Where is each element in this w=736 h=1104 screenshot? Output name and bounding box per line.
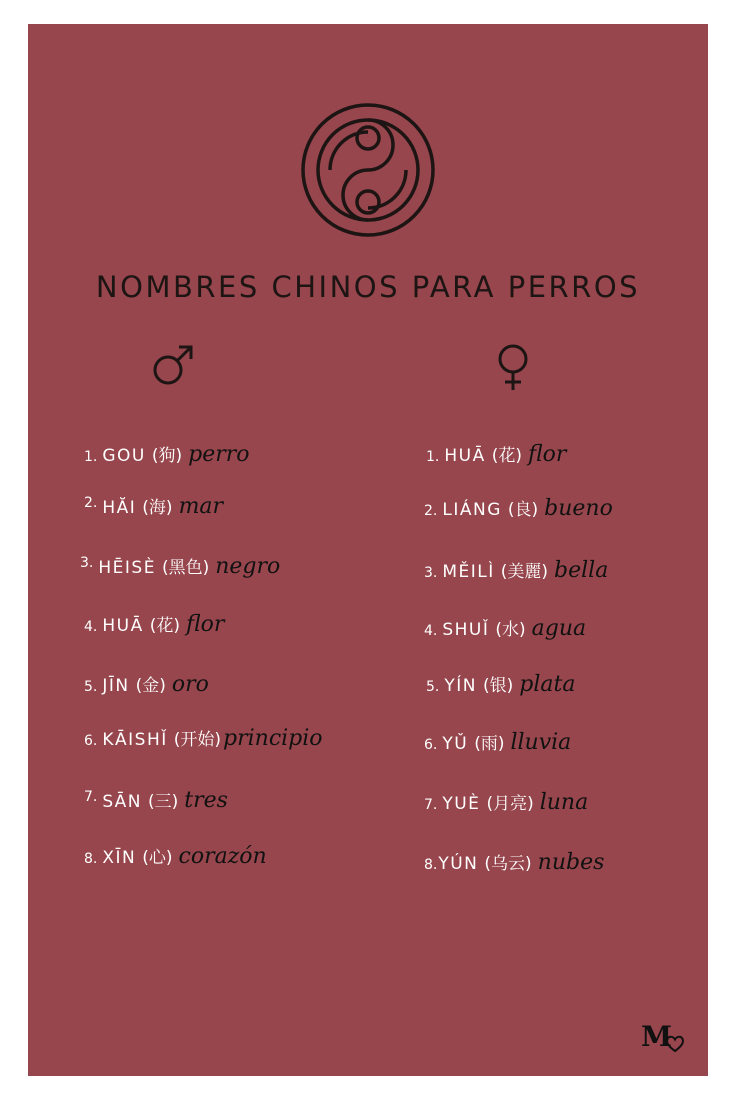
entry-hanzi: (雨) <box>474 734 505 754</box>
entry-romaji: XĪN <box>102 848 137 868</box>
male-name-4 <box>84 614 224 636</box>
entry-romaji: MĚILÌ <box>442 562 495 582</box>
entry-number: 7. <box>84 789 98 805</box>
entry-hanzi: (水) <box>495 620 526 640</box>
female-symbol-icon <box>496 344 530 392</box>
male-name-6 <box>84 728 323 750</box>
entry-number: 4. <box>84 619 98 635</box>
entry-romaji: HĒISÈ <box>98 558 156 578</box>
entry-number: 2. <box>84 495 98 511</box>
entry-romaji: YǓ <box>442 734 469 754</box>
entry-spanish: principio <box>223 726 323 751</box>
entry-hanzi: (美麗) <box>500 562 549 582</box>
entry-hanzi: (黑色) <box>161 558 210 578</box>
female-name-8 <box>424 852 604 874</box>
male-name-3 <box>80 556 280 578</box>
entry-number: 4. <box>424 623 438 639</box>
female-name-7 <box>424 792 588 814</box>
entry-spanish: flor <box>527 442 567 467</box>
entry-number: 3. <box>424 565 438 581</box>
entry-romaji: LIÁNG <box>442 500 502 520</box>
entry-hanzi: (三) <box>148 792 179 812</box>
entry-number: 8. <box>424 857 438 873</box>
entry-spanish: perro <box>188 442 250 467</box>
entry-hanzi: (银) <box>482 676 514 696</box>
entry-hanzi: (花) <box>491 446 522 466</box>
entry-hanzi: (金) <box>135 676 166 696</box>
entry-hanzi: (花) <box>149 616 180 636</box>
entry-romaji: SĀN <box>102 792 142 812</box>
entry-spanish: tres <box>184 788 228 813</box>
entry-number: 5. <box>84 679 98 695</box>
entry-number: 1. <box>84 449 98 465</box>
entry-romaji: HUĀ <box>102 616 144 636</box>
entry-number: 6. <box>84 733 98 749</box>
yin-yang-icon <box>300 102 436 238</box>
entry-romaji: YUÈ <box>442 794 481 814</box>
entry-number: 6. <box>424 737 438 753</box>
entry-spanish: agua <box>531 616 587 641</box>
male-name-1 <box>84 444 250 466</box>
entry-spanish: flor <box>185 612 225 637</box>
female-name-5 <box>426 674 575 696</box>
entry-romaji: HĂI <box>102 498 137 518</box>
entry-hanzi: (乌云) <box>484 854 532 874</box>
male-name-5 <box>84 674 209 696</box>
male-name-7 <box>84 790 228 812</box>
female-name-1 <box>426 444 566 466</box>
entry-number: 2. <box>424 503 438 519</box>
entry-romaji: YÚN <box>438 854 479 874</box>
entry-spanish: negro <box>215 554 281 579</box>
female-name-4 <box>424 618 586 640</box>
entry-hanzi: (海) <box>142 498 173 518</box>
entry-number: 7. <box>424 797 438 813</box>
entry-number: 3. <box>80 555 94 571</box>
entry-spanish: oro <box>171 672 209 697</box>
male-name-8 <box>84 846 267 868</box>
entry-spanish: bueno <box>544 496 613 521</box>
entry-spanish: plata <box>519 672 576 697</box>
entry-hanzi: (狗) <box>151 446 183 466</box>
logo-monogram: M <box>641 1020 672 1053</box>
entry-romaji: SHUǏ <box>442 620 490 640</box>
entry-spanish: mar <box>178 494 224 519</box>
female-name-6 <box>424 732 571 754</box>
entry-romaji: HUĀ <box>444 446 486 466</box>
entry-spanish: lluvia <box>510 730 572 755</box>
entry-spanish: nubes <box>537 850 605 875</box>
entry-spanish: luna <box>539 790 589 815</box>
page-title: NOMBRES CHINOS PARA PERROS <box>95 270 641 304</box>
male-name-2 <box>84 496 223 518</box>
heart-icon <box>664 1032 686 1054</box>
entry-number: 8. <box>84 851 98 867</box>
entry-romaji: YÍN <box>444 676 477 696</box>
entry-romaji: GOU <box>102 446 146 466</box>
entry-spanish: corazón <box>178 844 267 869</box>
entry-romaji: KĀISHǏ <box>102 730 168 750</box>
entry-hanzi: (开始) <box>173 730 222 750</box>
entry-hanzi: (心) <box>142 848 173 868</box>
entry-number: 1. <box>426 449 440 465</box>
entry-number: 5. <box>426 679 440 695</box>
entry-hanzi: (月亮) <box>486 794 534 814</box>
entry-romaji: JĪN <box>102 676 130 696</box>
male-symbol-icon <box>152 344 194 386</box>
female-name-2 <box>424 498 613 520</box>
female-name-3 <box>424 560 608 582</box>
entry-spanish: bella <box>554 558 609 583</box>
entry-hanzi: (良) <box>507 500 539 520</box>
